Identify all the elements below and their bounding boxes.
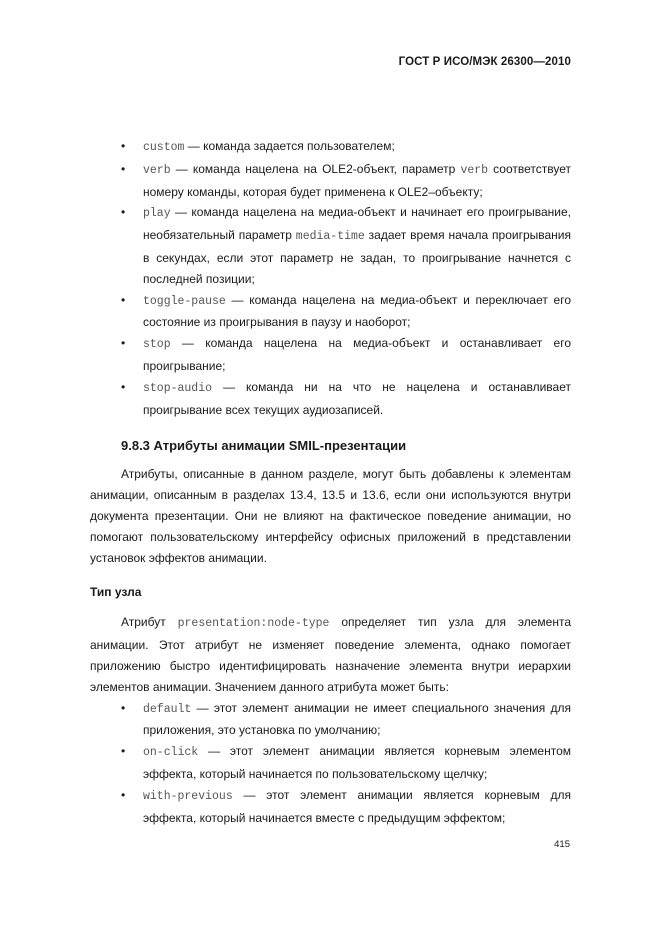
list-item-text: задает время начала проигрывания в секундах, если этот параметр не задан, то проигрывание начнется с последней позиции;	[143, 228, 571, 286]
list-item-text: — команда нацелена на медиа-объект и переключает его состояние из проигрывания в паузу и наоборот;	[143, 292, 571, 330]
node-type-list	[90, 698, 571, 829]
list-item	[90, 741, 571, 785]
bullet-icon: •	[121, 336, 126, 351]
page-content	[90, 136, 571, 828]
list-item	[90, 333, 571, 377]
code-term: stop	[143, 338, 171, 352]
list-item-text: — команда задается пользователем;	[184, 139, 395, 153]
list-item	[90, 698, 571, 742]
bullet-icon: •	[121, 205, 126, 220]
list-item	[90, 377, 571, 421]
list-item	[90, 159, 571, 203]
list-item	[90, 290, 571, 334]
list-item-text: — команда ни на что не нацелена и останавливает проигрывание всех текущих аудиозаписей.	[143, 379, 571, 417]
list-item-text: соответствует номеру команды, которая будет применена к OLE2–объекту;	[143, 161, 572, 199]
code-term: with-previous	[143, 789, 233, 803]
list-item-text: — команда нацелена на медиа-объект и останавливает его проигрывание;	[143, 336, 571, 373]
list-item-text: — этот элемент анимации является корневым элементом эффекта, который начинается по пользовательскому щелчку;	[143, 744, 571, 781]
bullet-icon: •	[121, 161, 126, 176]
section-heading: 9.8.3 Атрибуты анимации SMIL-презентации	[121, 438, 407, 454]
list-item	[90, 136, 571, 159]
paragraph-text: Атрибут	[121, 615, 178, 630]
list-item-text: — команда нацелена на OLE2-объект, параметр	[170, 161, 461, 176]
code-term: custom	[143, 141, 185, 154]
bullet-icon: •	[121, 744, 126, 759]
list-item-text: — этот элемент анимации является корневым для эффекта, который начинается вместе с предыдущим эффектом;	[143, 787, 571, 825]
code-term: media-time	[295, 230, 365, 244]
bullet-icon: •	[121, 700, 126, 715]
list-item	[90, 785, 571, 829]
list-item-text: — команда нацелена на медиа-объект и начинает его проигрывание, необязательный параметр	[143, 205, 571, 243]
list-item-text: — этот элемент анимации не имеет специального значения для приложения, это установка по умолчанию;	[143, 700, 571, 738]
bullet-icon: •	[121, 379, 126, 394]
command-list	[90, 136, 571, 420]
bullet-icon: •	[121, 292, 126, 307]
code-term: on-click	[143, 746, 199, 760]
subsection-paragraph	[90, 612, 571, 697]
code-term: verb	[460, 163, 489, 177]
subsection-heading: Тип узла	[90, 585, 142, 600]
code-term: verb	[143, 163, 171, 177]
paragraph-text: определяет тип узла для элемента анимации. Этот атрибут не изменяет поведение элемента, однако помогает приложению быстро идентифицировать назначение элемента внутри иерархии элементов анимации. Значением данного атрибута может быть:	[90, 615, 571, 694]
list-item	[90, 202, 571, 289]
bullet-icon: •	[121, 787, 126, 802]
code-term: play	[143, 207, 171, 221]
page-number: 415	[554, 839, 570, 850]
code-term: toggle-pause	[143, 294, 226, 308]
code-term: default	[143, 702, 192, 716]
code-term: presentation:node-type	[177, 617, 330, 631]
page-header-standard: ГОСТ Р ИСО/МЭК 26300—2010	[398, 56, 571, 68]
bullet-icon: •	[121, 139, 126, 153]
section-paragraph: Атрибуты, описанные в данном разделе, могут быть добавлены к элементам анимации, описанным в разделах 13.4, 13.5 и 13.6, если они используются внутри документа презентации. Они не влияют на фактическое поведение анимации, но помогают пользовательскому интерфейсу офисных приложений в представлении установок эффектов анимации.	[90, 467, 571, 565]
code-term: stop-audio	[143, 381, 213, 395]
